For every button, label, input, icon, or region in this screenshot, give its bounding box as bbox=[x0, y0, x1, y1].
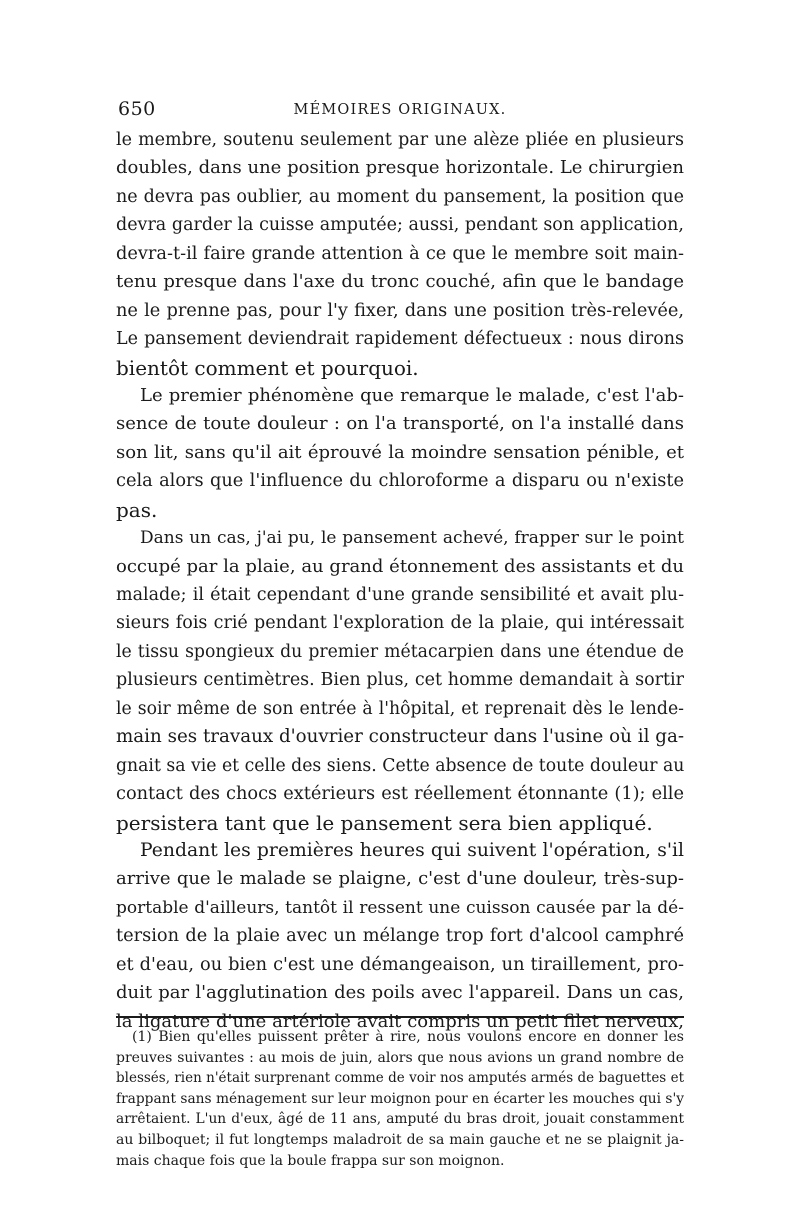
text-line: le tissu spongieux du premier métacarpien dans une étendue de bbox=[116, 641, 684, 662]
footnote-line: mais chaque fois que la boule frappa sur son moignon. bbox=[116, 1152, 505, 1169]
footnote-line: preuves suivantes : au mois de juin, alors que nous avions un grand nombre de bbox=[116, 1049, 684, 1066]
text-line: pas. bbox=[116, 497, 158, 522]
text-line: arrive que le malade se plaigne, c'est d'une douleur, très-sup- bbox=[116, 868, 684, 890]
page-number: 650 bbox=[118, 98, 156, 120]
text-line: Le premier phénomène que remarque le malade, c'est l'ab- bbox=[140, 384, 684, 406]
text-line: Le pansement deviendrait rapidement défectueux : nous dirons bbox=[116, 329, 684, 350]
text-line: le soir même de son entrée à l'hôpital, et reprenait dès le lende- bbox=[116, 698, 684, 719]
text-line: le membre, soutenu seulement par une alèze pliée en plusieurs bbox=[116, 130, 684, 150]
text-line: tenu presque dans l'axe du tronc couché, afin que le bandage bbox=[116, 271, 684, 293]
text-line: ne le prenne pas, pour l'y fixer, dans une position très-relevée, bbox=[116, 300, 684, 321]
text-line: la ligature d'une artériole avait compris un petit filet nerveux, bbox=[116, 1010, 684, 1032]
body-text bbox=[116, 126, 684, 1036]
footnote-line: blessés, rien n'était surprenant comme de voir nos amputés armés de baguettes et bbox=[116, 1070, 684, 1087]
text-line: sieurs fois crié pendant l'exploration de la plaie, qui intéressait bbox=[116, 613, 684, 634]
text-line: doubles, dans une position presque horizontale. Le chirurgien bbox=[116, 157, 684, 179]
text-line: malade; il était cependant d'une grande sensibilité et avait plu- bbox=[116, 585, 684, 605]
footnote-line: frappant sans ménagement sur leur moignon pour en écarter les mouches qui s'y bbox=[116, 1090, 684, 1107]
text-line: bientôt comment et pourquoi. bbox=[116, 355, 419, 380]
running-head: MÉMOIRES ORIGINAUX. bbox=[293, 102, 507, 118]
text-line: devra-t-il faire grande attention à ce que le membre soit main- bbox=[116, 243, 684, 264]
text-line: persistera tant que le pansement sera bien appliqué. bbox=[116, 810, 653, 835]
text-line: devra garder la cuisse amputée; aussi, pendant son application, bbox=[116, 215, 684, 236]
text-line: plusieurs centimètres. Bien plus, cet homme demandait à sortir bbox=[116, 670, 684, 691]
text-line: contact des chocs extérieurs est réellement étonnante (1); elle bbox=[116, 784, 684, 805]
text-line: Pendant les premières heures qui suivent l'opération, s'il bbox=[140, 839, 684, 861]
text-line: ne devra pas oublier, au moment du pansement, la position que bbox=[116, 186, 684, 207]
footnote-line: arrêtaient. L'un d'eux, âgé de 11 ans, amputé du bras droit, jouait constamment bbox=[116, 1111, 684, 1128]
text-line: tersion de la plaie avec un mélange trop fort d'alcool camphré bbox=[116, 926, 684, 947]
text-line: portable d'ailleurs, tantôt il ressent une cuisson causée par la dé- bbox=[116, 897, 684, 918]
text-line: duit par l'agglutination des poils avec l'appareil. Dans un cas, bbox=[116, 982, 684, 1004]
text-line: cela alors que l'influence du chloroforme a disparu ou n'existe bbox=[116, 471, 684, 492]
footnote-line: au bilboquet; il fut longtemps maladroit de sa main gauche et ne se plaignit ja- bbox=[116, 1131, 684, 1148]
footnote bbox=[116, 1027, 684, 1171]
text-line: sence de toute douleur : on l'a transporté, on l'a installé dans bbox=[116, 413, 684, 435]
text-line: occupé par la plaie, au grand étonnement des assistants et du bbox=[116, 555, 684, 577]
page-header bbox=[118, 98, 682, 122]
text-line: gnait sa vie et celle des siens. Cette absence de toute douleur au bbox=[116, 755, 685, 776]
text-line: et d'eau, ou bien c'est une démangeaison, un tiraillement, pro- bbox=[116, 954, 684, 975]
footnote-divider bbox=[116, 1016, 684, 1018]
footnote-line: (1) Bien qu'elles puissent prêter à rire, nous voulons encore en donner les bbox=[132, 1029, 684, 1045]
text-line: main ses travaux d'ouvrier constructeur dans l'usine où il ga- bbox=[116, 726, 684, 748]
text-line: son lit, sans qu'il ait éprouvé la moindre sensation pénible, et bbox=[116, 441, 684, 463]
text-line: Dans un cas, j'ai pu, le pansement achevé, frapper sur le point bbox=[140, 528, 684, 549]
